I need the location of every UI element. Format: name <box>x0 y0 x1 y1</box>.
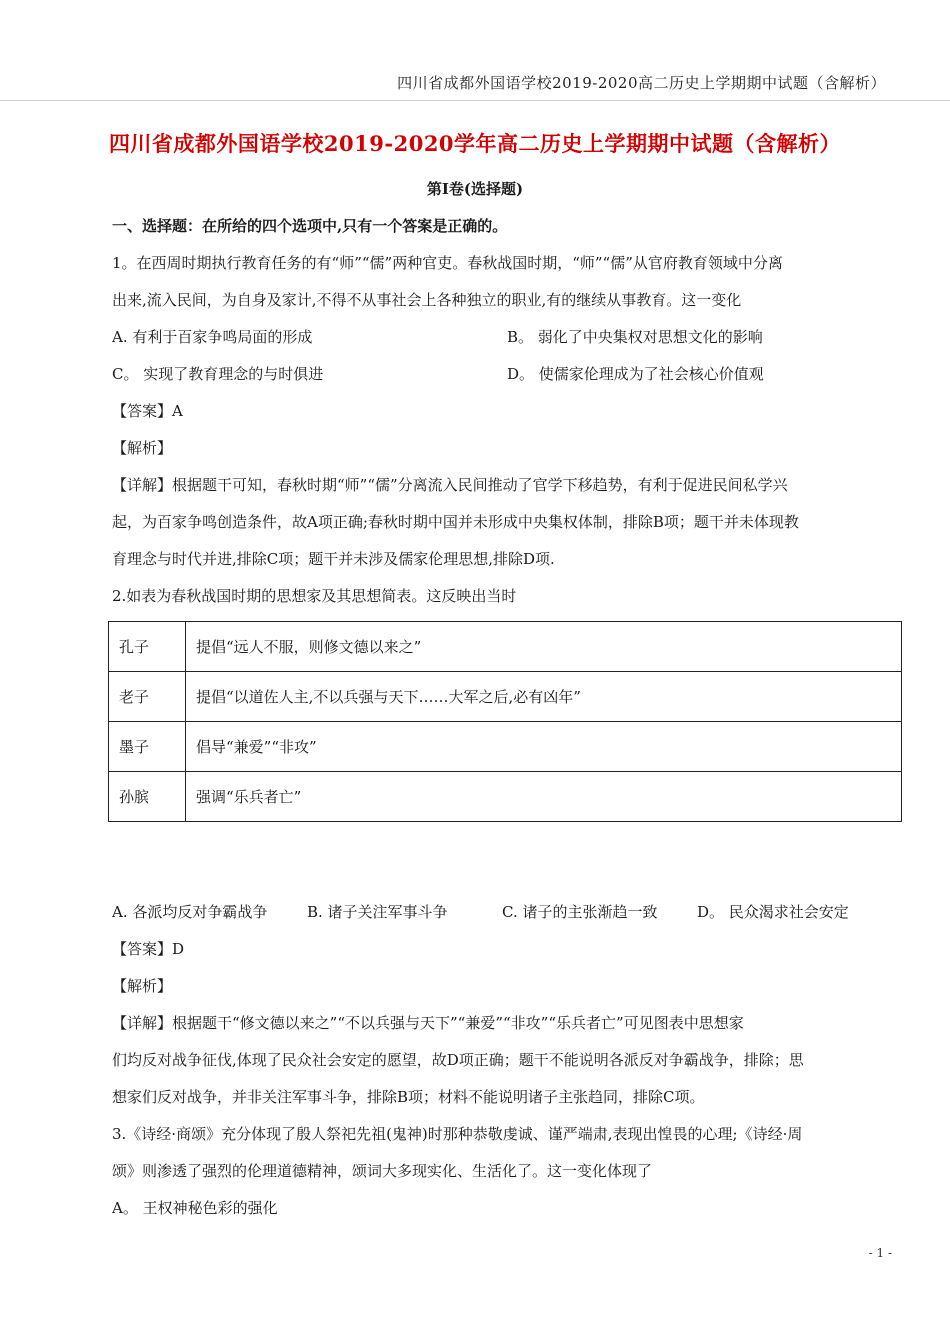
running-header: 四川省成都外国语学校2019-2020高二历史上学期期中试题（含解析） <box>397 74 886 92</box>
table-row <box>109 672 902 722</box>
q1-detail-line-1: 【详解】根据题干可知，春秋时期“师”“儒”分离流入民间推动了官学下移趋势，有利于促进民间私学兴 <box>112 476 788 494</box>
q1-options-row-2 <box>112 356 902 393</box>
q2-options-row <box>112 894 902 931</box>
q2-analysis-label: 【解析】 <box>112 977 173 995</box>
q1-analysis-label: 【解析】 <box>112 439 173 457</box>
document-subtitle: 第Ⅰ卷(选择题) <box>426 180 524 198</box>
q2-option-c: C. 诸子的主张渐趋一致 <box>502 903 658 921</box>
q1-option-a: A. 有利于百家争鸣局面的形成 <box>112 328 313 346</box>
thinker-idea: 倡导“兼爱”“非攻” <box>186 722 902 772</box>
thinker-idea: 提倡“远人不服，则修文德以来之” <box>186 622 902 672</box>
q1-stem-line-2: 出来,流入民间，为自身及家计,不得不从事社会上各种独立的职业,有的继续从事教育。这一变化 <box>112 291 742 309</box>
q2-option-a: A. 各派均反对争霸战争 <box>112 903 268 921</box>
thinkers-table <box>108 621 902 822</box>
q1-options-row-1 <box>112 319 902 356</box>
table-spacer <box>112 822 902 894</box>
thinker-name: 孙膑 <box>109 772 186 822</box>
thinker-idea: 提倡“以道佐人主,不以兵强与天下……大军之后,必有凶年” <box>186 672 902 722</box>
q1-answer: 【答案】A <box>112 402 183 420</box>
q3-option-a: A。 王权神秘色彩的强化 <box>112 1199 278 1217</box>
thinker-name: 墨子 <box>109 722 186 772</box>
q1-detail-line-2: 起，为百家争鸣创造条件，故A项正确;春秋时期中国并未形成中央集权体制，排除B项；题干并未体现教 <box>112 513 799 531</box>
q3-stem-line-1: 3.《诗经·商颂》充分体现了殷人祭祀先祖(鬼神)时那种恭敬虔诚、谨严端肃,表现出惶畏的心理;《诗经·周 <box>112 1125 803 1143</box>
thinker-idea: 强调“乐兵者亡” <box>186 772 902 822</box>
q2-option-d: D。 民众渴求社会安定 <box>697 903 849 921</box>
q2-answer: 【答案】D <box>112 940 185 958</box>
q2-detail-line-3: 想家们反对战争，并非关注军事斗争，排除B项；材料不能说明诸子主张趋同，排除C项。 <box>112 1088 705 1106</box>
document-title: 四川省成都外国语学校2019-2020学年高二历史上学期期中试题（含解析） <box>108 131 842 156</box>
q2-detail-line-1: 【详解】根据题干“修文德以来之”“不以兵强与天下”“兼爱”“非攻”“乐兵者亡”可见图表中思想家 <box>112 1014 744 1032</box>
q1-option-c: C。 实现了教育理念的与时俱进 <box>112 365 324 383</box>
thinker-name: 老子 <box>109 672 186 722</box>
q2-detail-line-2: 们均反对战争征伐,体现了民众社会安定的愿望，故D项正确；题干不能说明各派反对争霸战争，排除；思 <box>112 1051 804 1069</box>
q2-stem: 2.如表为春秋战国时期的思想家及其思想简表。这反映出当时 <box>112 587 517 605</box>
header-divider <box>0 100 950 101</box>
q3-stem-line-2: 颂》则渗透了强烈的伦理道德精神，颂词大多现实化、生活化了。这一变化体现了 <box>112 1162 653 1180</box>
q1-detail-line-3: 育理念与时代并进,排除C项；题干并未涉及儒家伦理思想,排除D项. <box>112 550 555 568</box>
table-row <box>109 772 902 822</box>
q1-option-b: B。 弱化了中央集权对思想文化的影响 <box>507 328 763 346</box>
thinker-name: 孔子 <box>109 622 186 672</box>
q2-option-b: B. 诸子关注军事斗争 <box>307 903 448 921</box>
section-heading: 一、选择题：在所给的四个选项中,只有一个答案是正确的。 <box>112 217 508 235</box>
page-number: - 1 - <box>868 1246 892 1260</box>
q1-option-d: D。 使儒家伦理成为了社会核心价值观 <box>507 365 764 383</box>
document-body <box>112 208 902 1227</box>
q1-stem-line-1: 1。在西周时期执行教育任务的有“师”“儒”两种官吏。春秋战国时期，“师”“儒”从官府教育领域中分离 <box>112 254 783 272</box>
table-row <box>109 722 902 772</box>
table-row <box>109 622 902 672</box>
